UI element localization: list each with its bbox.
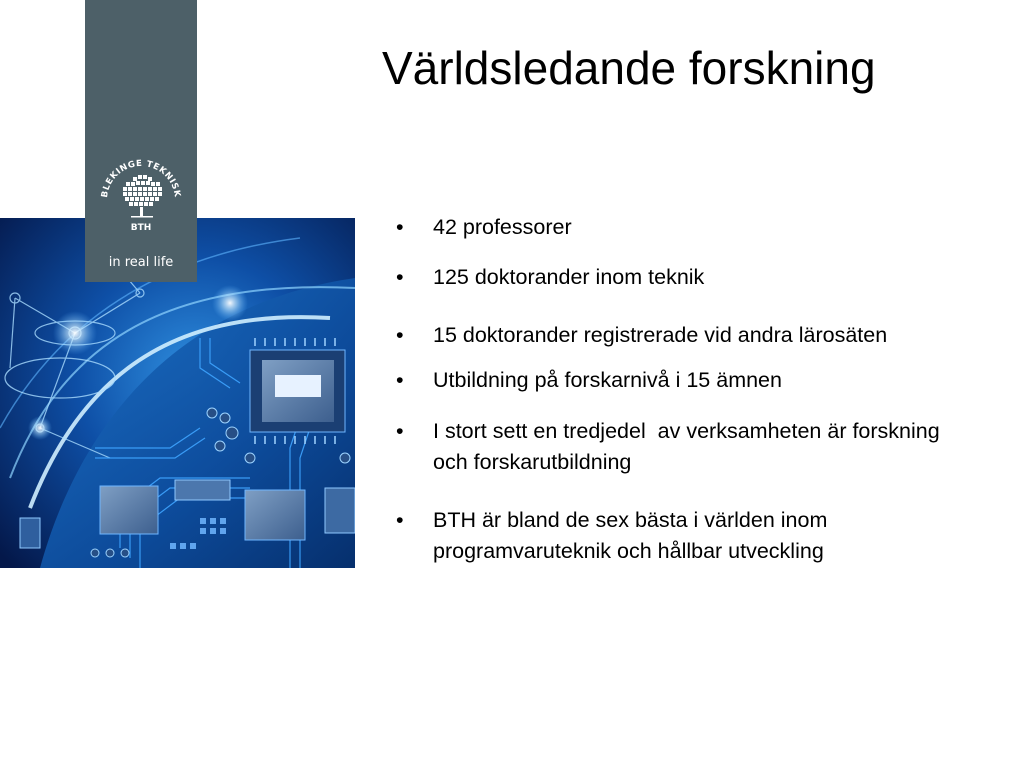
bullet-marker: • xyxy=(396,419,404,443)
bullet-text: 42 professorer xyxy=(433,215,572,239)
bullet-marker: • xyxy=(396,215,404,239)
bullet-item xyxy=(396,505,916,567)
bullet-text: Utbildning på forskarnivå i 15 ämnen xyxy=(433,368,782,392)
bullet-text: 15 doktorander registrerade vid andra lärosäten xyxy=(433,323,888,347)
bullet-item xyxy=(396,416,946,478)
svg-text:BTH: BTH xyxy=(130,223,152,233)
svg-text:BLEKINGE TEKNISKA HÖGSKOLA: BLEKINGE TEKNISK xyxy=(99,158,183,199)
bullet-marker: • xyxy=(396,368,404,392)
bullet-item xyxy=(396,262,986,293)
bullet-item xyxy=(396,212,986,243)
bullet-text: I stort sett en tredjedel av verksamheten är forskning och forskarutbildning xyxy=(433,419,946,474)
bullet-item xyxy=(396,365,986,396)
bullet-text: BTH är bland de sex bästa i världen inom programvaruteknik och hållbar utveckling xyxy=(433,508,834,563)
bullet-marker: • xyxy=(396,508,404,532)
bth-seal-logo xyxy=(93,152,189,248)
bullet-text: 125 doktorander inom teknik xyxy=(433,265,705,289)
logo-tagline: in real life xyxy=(108,255,174,270)
slide-title: Världsledande forskning xyxy=(382,42,876,94)
bullet-item xyxy=(396,320,986,351)
bullet-marker: • xyxy=(396,265,404,289)
bth-logo-band xyxy=(85,0,197,282)
bullet-marker: • xyxy=(396,323,404,347)
